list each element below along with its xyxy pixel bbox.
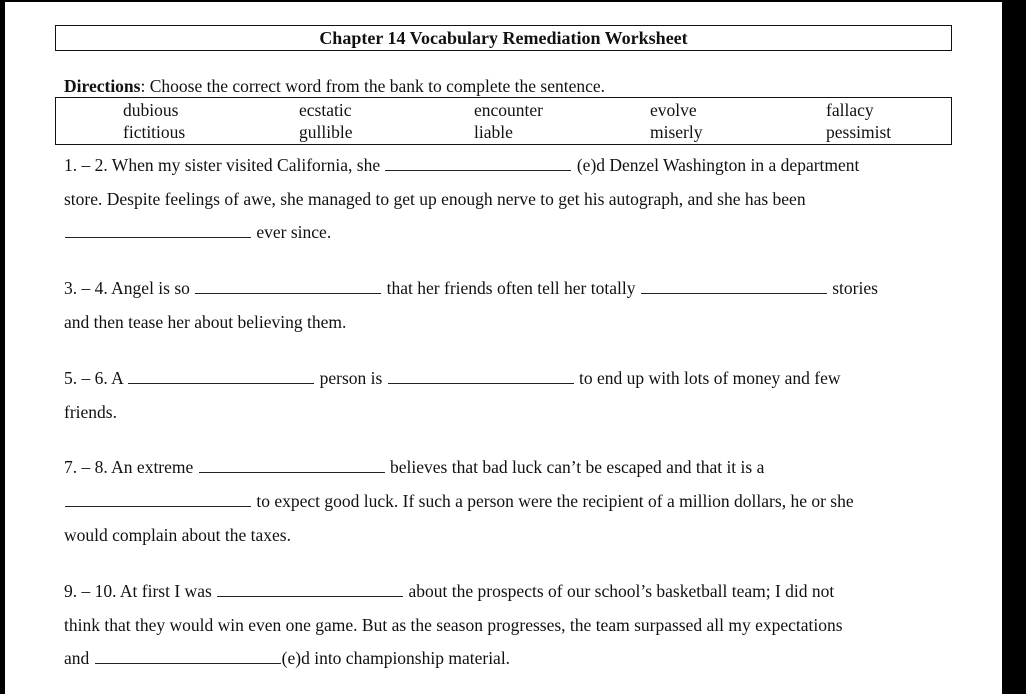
directions-text: : Choose the correct word from the bank to complete the sentence. [140, 76, 606, 96]
question-text: friends. [64, 402, 117, 422]
answer-blank-9[interactable] [217, 582, 403, 597]
word-bank-word: pessimist [826, 122, 892, 142]
question-text: 7. – 8. An extreme [64, 457, 198, 477]
answer-blank-1[interactable] [385, 156, 571, 171]
word-bank-word: encounter [474, 100, 543, 120]
question-text: would complain about the taxes. [64, 525, 291, 545]
question-line [64, 155, 859, 176]
question-line [64, 368, 841, 389]
question-text: and [64, 648, 94, 668]
question-text: 9. – 10. At first I was [64, 581, 217, 601]
question-text: and then tease her about believing them. [64, 312, 347, 332]
answer-blank-2[interactable] [65, 223, 251, 238]
question-line [64, 491, 854, 512]
question-text: that her friends often tell her totally [382, 278, 640, 298]
question-text: to end up with lots of money and few [574, 368, 841, 388]
answer-blank-6[interactable] [388, 369, 574, 384]
question-text: 3. – 4. Angel is so [64, 278, 195, 298]
question-text: think that they would win even one game. But as the season progresses, the team surpassed all my expectations [64, 615, 843, 635]
question-line [64, 189, 806, 210]
worksheet-title: Chapter 14 Vocabulary Remediation Worksheet [319, 28, 688, 48]
word-bank-word: dubious [123, 100, 179, 120]
answer-blank-3[interactable] [195, 279, 381, 294]
question-text: 1. – 2. When my sister visited California, she [64, 155, 385, 175]
question-line [64, 222, 331, 243]
worksheet-page [5, 2, 1002, 694]
question-text: stories [827, 278, 878, 298]
directions-label: Directions [64, 76, 141, 96]
word-bank [55, 97, 952, 145]
answer-blank-4[interactable] [641, 279, 827, 294]
question-line [64, 312, 346, 333]
question-text: store. Despite feelings of awe, she managed to get up enough nerve to get his autograph, and she has been [64, 189, 806, 209]
question-text: believes that bad luck can’t be escaped and that it is a [385, 457, 765, 477]
word-bank-word: miserly [650, 122, 703, 142]
question-line [64, 402, 117, 423]
question-text: (e)d into championship material. [281, 648, 511, 668]
word-bank-word: evolve [650, 100, 697, 120]
question-line [64, 457, 764, 478]
question-line [64, 615, 843, 636]
question-text: person is [315, 368, 387, 388]
answer-blank-7[interactable] [199, 458, 385, 473]
answer-blank-10[interactable] [95, 649, 281, 664]
question-line [64, 525, 291, 546]
answer-blank-8[interactable] [65, 492, 251, 507]
word-bank-word: ecstatic [299, 100, 352, 120]
question-line [64, 581, 834, 602]
word-bank-word: liable [474, 122, 513, 142]
word-bank-word: fallacy [826, 100, 874, 120]
worksheet-title-box [55, 25, 952, 51]
question-text: about the prospects of our school’s basketball team; I did not [404, 581, 835, 601]
answer-blank-5[interactable] [128, 369, 314, 384]
directions [64, 76, 605, 96]
word-bank-word: fictitious [123, 122, 186, 142]
question-line [64, 648, 510, 669]
question-line [64, 278, 878, 299]
word-bank-word: gullible [299, 122, 353, 142]
question-text: (e)d Denzel Washington in a department [572, 155, 860, 175]
question-text: ever since. [252, 222, 332, 242]
question-text: 5. – 6. A [64, 368, 128, 388]
question-text: to expect good luck. If such a person were the recipient of a million dollars, he or she [252, 491, 854, 511]
